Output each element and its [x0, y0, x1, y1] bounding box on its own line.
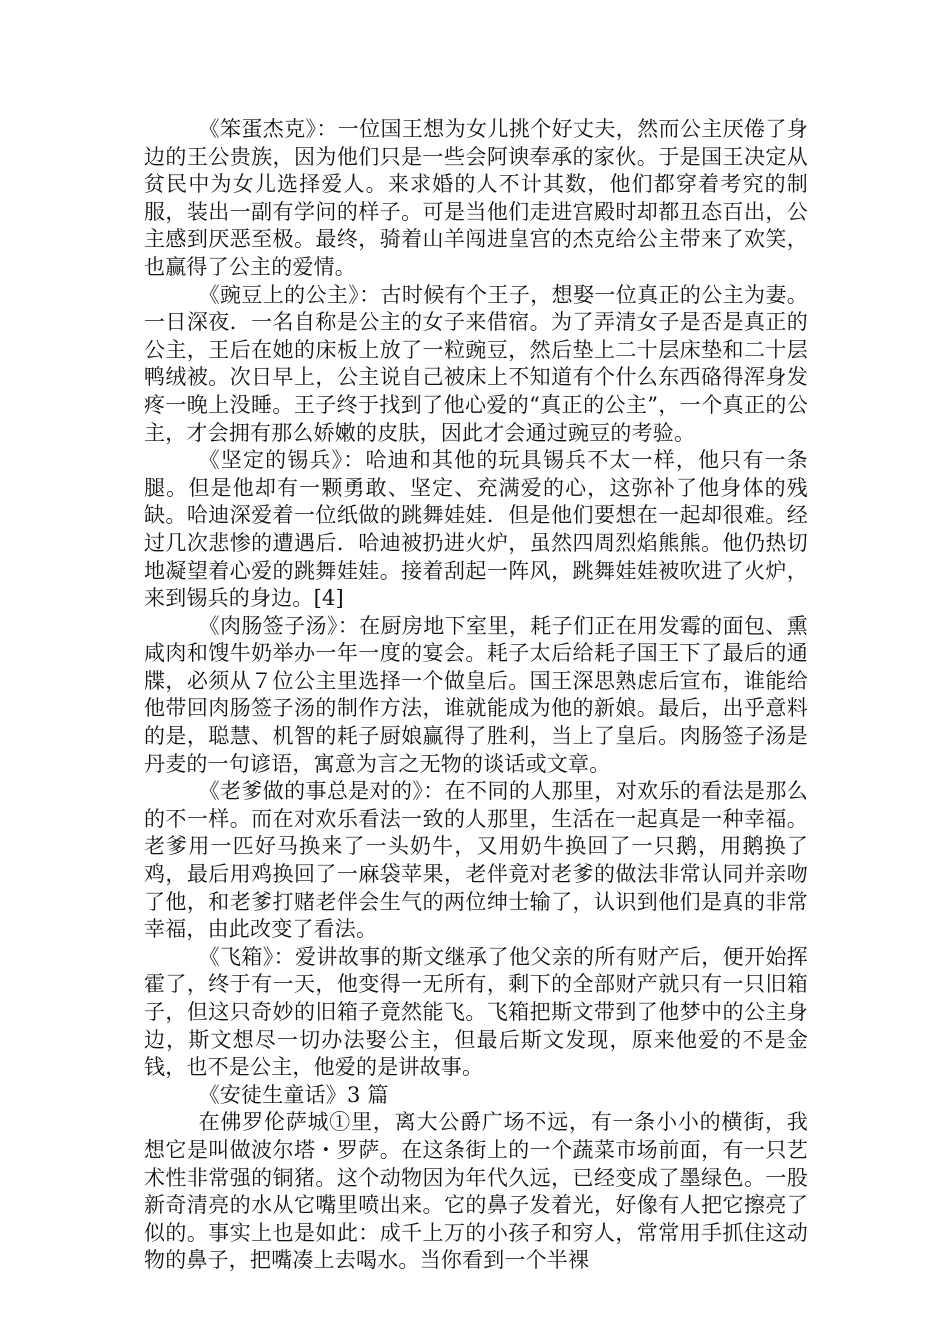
paragraph-stupid-jack: 《笨蛋杰克》：一位国王想为女儿挑个好丈夫，然而公主厌倦了身边的王公贵族，因为他们只是一些会阿谀奉承的家伙。于是国王决定从贫民中为女儿选择爱人。来求婚的人不计其数，他们都穿着考究的制服，装出一副有学问的样子。可是当他们走进宫殿时却都丑态百出，公主感到厌恶至极。最终，骑着山羊闯进皇宫的杰克给公主带来了欢笑，也赢得了公主的爱情。	[144, 117, 808, 279]
section-heading: 《安徒生童话》3 篇	[198, 1082, 389, 1107]
paragraph-flying-trunk: 《飞箱》：爱讲故事的斯文继承了他父亲的所有财产后，便开始挥霍了，终于有一天，他变得一无所有，剩下的全部财产就只有一只旧箱子，但这只奇妙的旧箱子竟然能飞。飞箱把斯文带到了他梦中的公主身边，斯文想尽一切办法娶公主，但最后斯文发现，原来他爱的不是金钱，也不是公主，他爱的是讲故事。	[144, 944, 808, 1080]
paragraph-florence: 在佛罗伦萨城①里，离大公爵广场不远，有一条小小的横街，我想它是叫做波尔塔・罗萨。在这条街上的一个蔬菜市场前面，有一只艺术性非常强的铜猪。这个动物因为年代久远，已经变成了墨绿色。一股新奇清亮的水从它嘴里喷出来。它的鼻子发着光，好像有人把它擦亮了似的。事实上也是如此：成千上万的小孩子和穷人，常常用手抓住这动物的鼻子，把嘴凑上去喝水。当你看到一个半裸	[144, 1110, 808, 1273]
paragraph-steadfast-tin-soldier: 《坚定的锡兵》：哈迪和其他的玩具锡兵不太一样，他只有一条腿。但是他却有一颗勇敢、坚定、充满爱的心，这弥补了他身体的残缺。哈迪深爱着一位纸做的跳舞娃娃．但是他们要想在一起却很难。经过几次悲惨的遭遇后．哈迪被扔进火炉，虽然四周烈焰熊熊。他仍热切地凝望着心爱的跳舞娃娃。接着刮起一阵风，跳舞娃娃被吹进了火炉，来到锡兵的身边。[4]	[144, 448, 808, 611]
paragraph-sausage-skewer-soup: 《肉肠签子汤》：在厨房地下室里，耗子们正在用发霉的面包、熏咸肉和馊牛奶举办一年一度的宴会。耗子太后给耗子国王下了最后的通牒，必须从７位公主里选择一个做皇后。国王深思熟虑后宣布，谁能给他带回肉肠签子汤的制作方法，谁就能成为他的新娘。最后，出乎意料的是，聪慧、机智的耗子厨娘赢得了胜利，当上了皇后。肉肠签子汤是丹麦的一句谚语，寓意为言之无物的谈话或文章。	[144, 613, 808, 776]
document-body	[144, 116, 808, 1275]
paragraph-what-father-does: 《老爹做的事总是对的》：在不同的人那里，对欢乐的看法是那么的不一样。而在对欢乐看法一致的人那里，生活在一起真是一种幸福。老爹用一匹好马换来了一头奶牛，又用奶牛换回了一只鹅，用鹅换了鸡，最后用鸡换回了一麻袋苹果，老伴竟对老爹的做法非常认同并亲吻了他，和老爹打赌老伴会生气的两位绅士输了，认识到他们是真的非常幸福，由此改变了看法。	[144, 779, 808, 942]
paragraph-princess-and-pea: 《豌豆上的公主》：古时候有个王子，想娶一位真正的公主为妻。一日深夜．一名自称是公主的女子来借宿。为了弄清女子是否是真正的公主，王后在她的床板上放了一粒豌豆，然后垫上二十层床垫和二十层鸭绒被。次日早上，公主说自己被床上不知道有个什么东西硌得浑身发疼一晚上没睡。王子终于找到了他心爱的“真正的公主”，一个真正的公主，才会拥有那么娇嫩的皮肤，因此才会通过豌豆的考验。	[144, 282, 808, 445]
